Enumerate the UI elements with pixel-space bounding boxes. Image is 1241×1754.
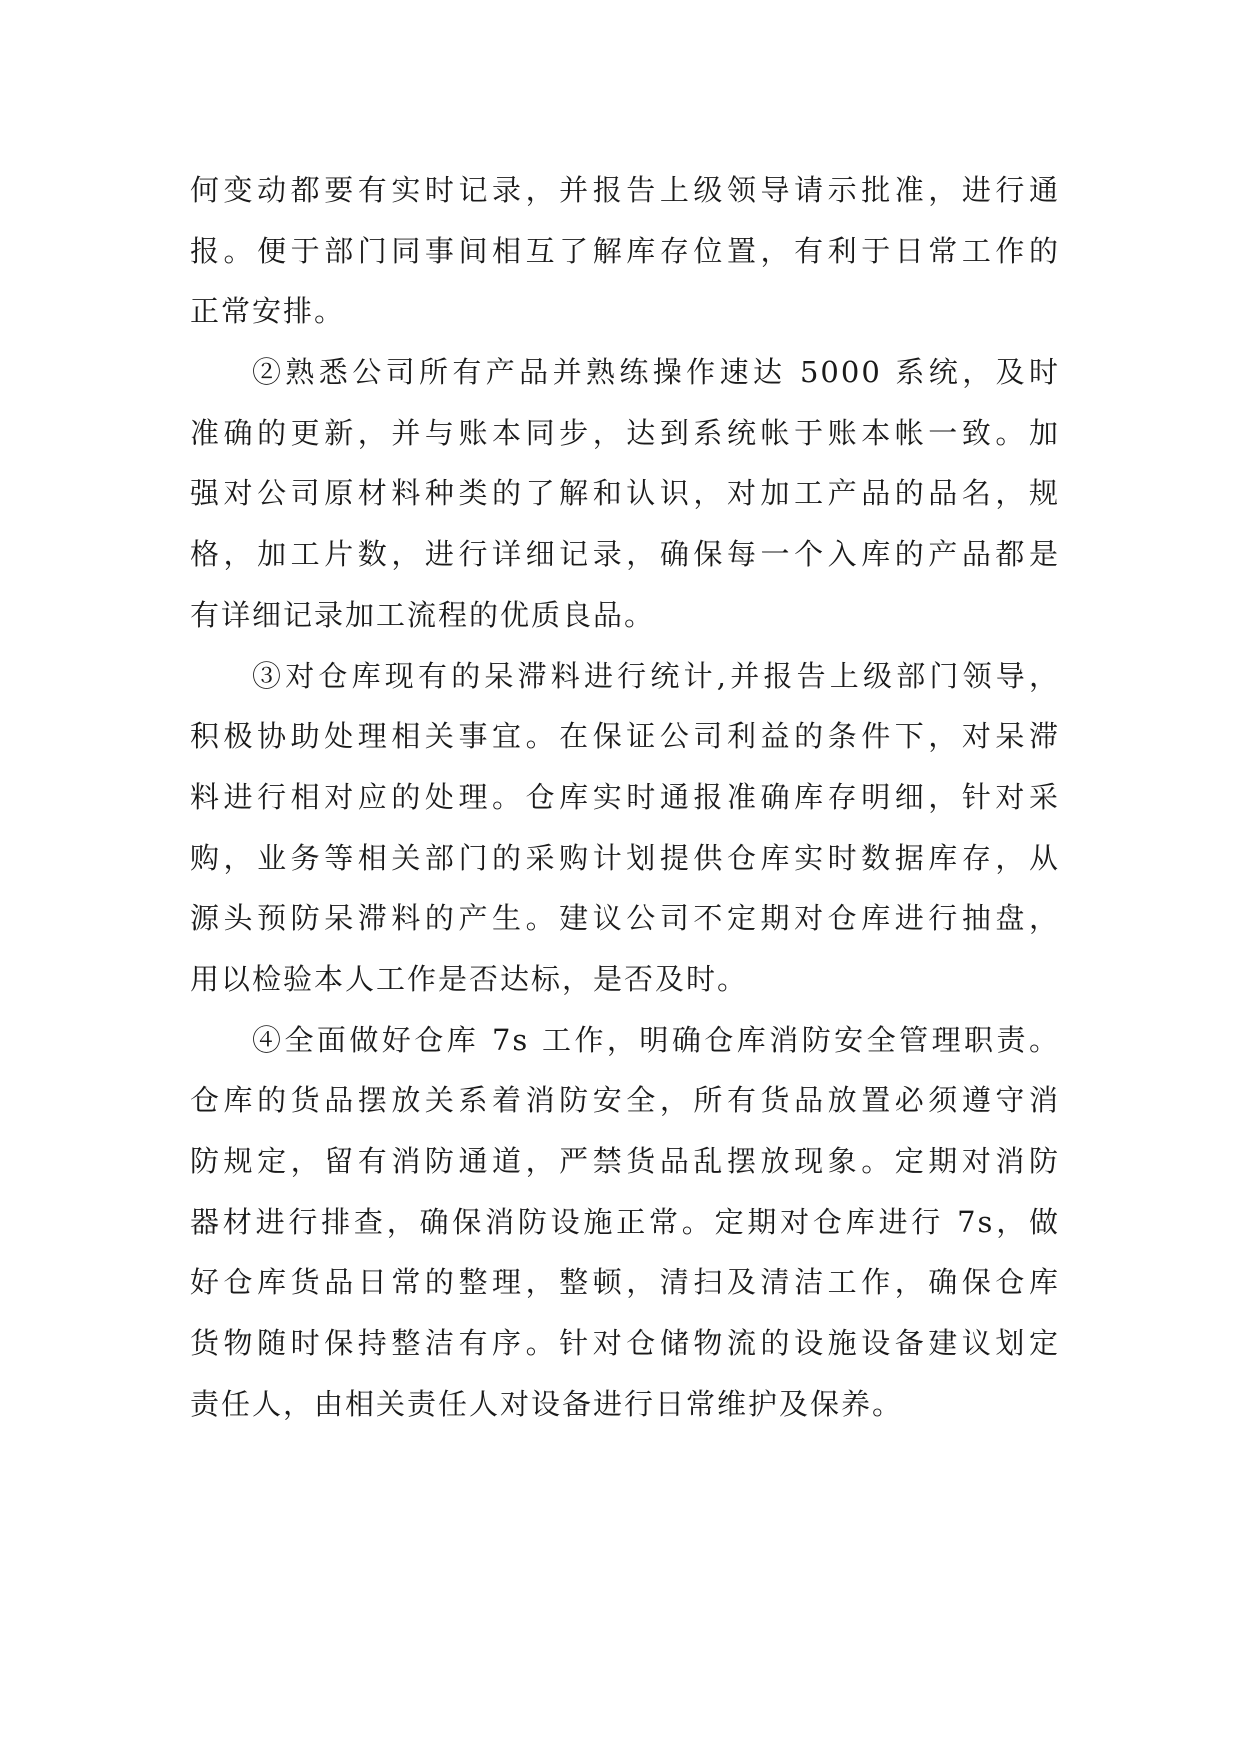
- paragraph-item-3: [190, 646, 1060, 1010]
- text-line: 何变动都要有实时记录，并报告上级领导请示批准，进行通: [190, 173, 1060, 207]
- text-line: 正常安排。: [190, 294, 346, 329]
- text-line: 格，加工片数，进行详细记录，确保每一个入库的产品都是: [190, 537, 1060, 572]
- text-line: 积极协助处理相关事宜。在保证公司利益的条件下，对呆滞: [190, 719, 1060, 754]
- text-line: 购，业务等相关部门的采购计划提供仓库实时数据库存，从: [190, 840, 1060, 875]
- text-line: ②熟悉公司所有产品并熟练操作速达 5000 系统，及时: [252, 355, 1060, 390]
- text-line: 用以检验本人工作是否达标，是否及时。: [190, 961, 749, 996]
- text-line: 报。便于部门同事间相互了解库存位置，有利于日常工作的: [190, 233, 1060, 268]
- text-line: 有详细记录加工流程的优质良品。: [190, 597, 656, 632]
- paragraph-item-2: [190, 342, 1060, 645]
- text-line: 器材进行排查，确保消防设施正常。定期对仓库进行 7s，做: [190, 1204, 1060, 1239]
- text-line: 准确的更新，并与账本同步，达到系统帐于账本帐一致。加: [190, 415, 1060, 450]
- paragraph-item-4: [190, 1010, 1060, 1435]
- text-line: 仓库的货品摆放关系着消防安全，所有货品放置必须遵守消: [190, 1083, 1060, 1118]
- text-line: 好仓库货品日常的整理，整顿，清扫及清洁工作，确保仓库: [190, 1265, 1060, 1300]
- text-line: ④全面做好仓库 7s 工作，明确仓库消防安全管理职责。: [252, 1022, 1060, 1057]
- text-line: 防规定，留有消防通道，严禁货品乱摆放现象。定期对消防: [190, 1144, 1060, 1178]
- text-line: ③对仓库现有的呆滞料进行统计,并报告上级部门领导，: [252, 658, 1060, 693]
- text-line: 源头预防呆滞料的产生。建议公司不定期对仓库进行抽盘，: [190, 901, 1060, 936]
- text-line: 料进行相对应的处理。仓库实时通报准确库存明细，针对采: [190, 779, 1060, 814]
- text-line: 责任人，由相关责任人对设备进行日常维护及保养。: [190, 1386, 904, 1421]
- paragraph-continuation: [190, 160, 1060, 342]
- document-body: [190, 160, 1060, 1434]
- text-line: 货物随时保持整洁有序。针对仓储物流的设施设备建议划定: [190, 1326, 1060, 1361]
- text-line: 强对公司原材料种类的了解和认识，对加工产品的品名，规: [190, 476, 1060, 511]
